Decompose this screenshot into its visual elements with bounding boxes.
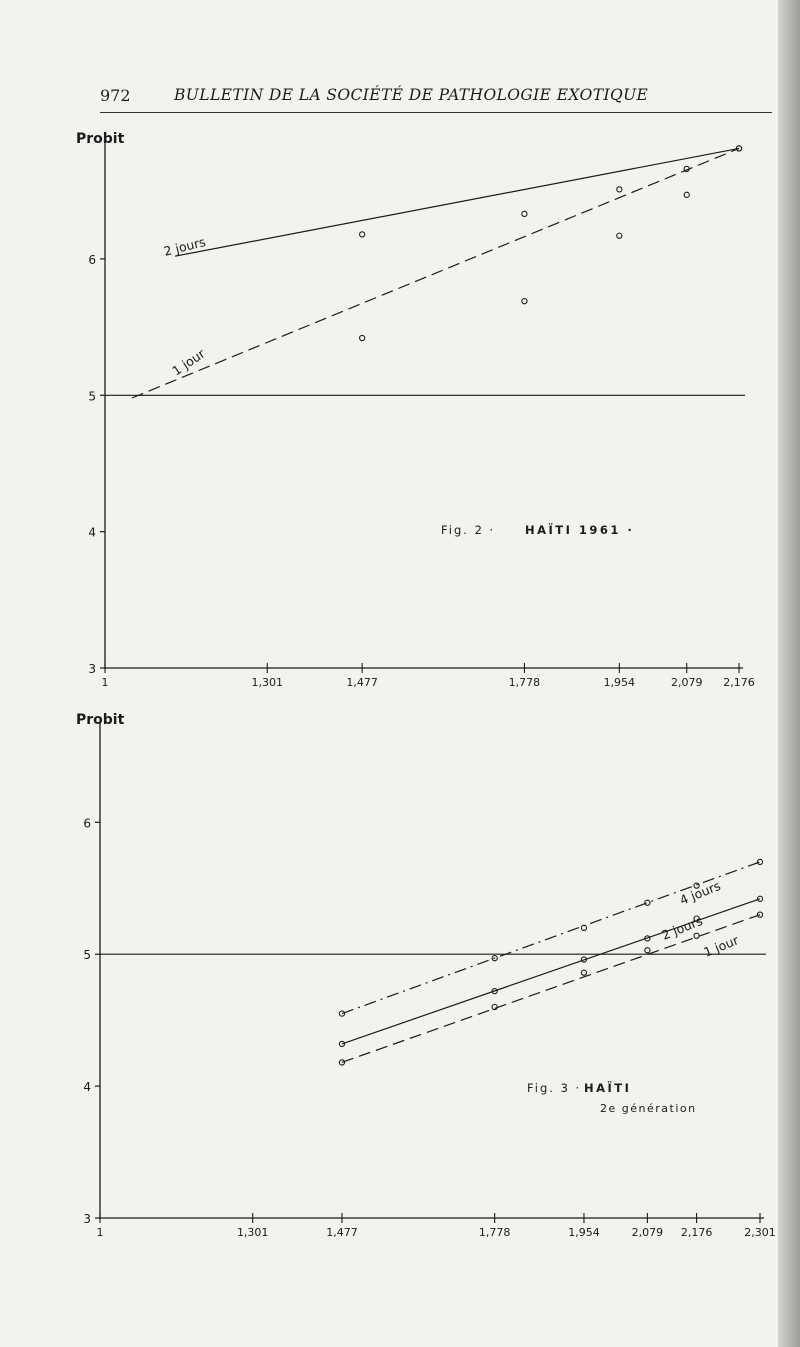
y-tick-label: 3	[83, 1212, 91, 1226]
data-point-2-jours	[617, 187, 622, 192]
y-tick-label: 4	[83, 1080, 91, 1095]
journal-title: BULLETIN DE LA SOCIÉTÉ DE PATHOLOGIE EXOTIQUE	[174, 86, 649, 104]
x-tick-label: 1,301	[251, 676, 284, 689]
y-tick-label: 3	[88, 662, 96, 676]
series-label-1-jour: 1 jour	[169, 345, 208, 379]
series-line-1-jour	[342, 912, 760, 1063]
series-label-4-jours: 4 jours	[677, 877, 723, 908]
x-tick-label: 2,176	[723, 676, 755, 689]
x-tick-label: 1,778	[478, 1226, 511, 1239]
x-tick-label: 2,176	[680, 1226, 713, 1239]
x-tick-label: 1,778	[508, 676, 541, 689]
data-point-1-jour	[617, 233, 622, 238]
data-point-1-jour	[694, 933, 699, 938]
page-number: 972	[100, 86, 131, 105]
x-tick-label: 1	[101, 676, 109, 689]
y-tick-label: 5	[88, 389, 96, 404]
y-tick-label: 5	[83, 948, 91, 963]
x-tick-label: 2,079	[670, 676, 703, 689]
figure-label: Fig. 3 ·	[527, 1081, 582, 1095]
data-point-2-jours	[522, 211, 527, 216]
series-label-2-jours: 2 jours	[162, 234, 208, 259]
y-axis-title: Probit	[76, 131, 125, 147]
x-tick-label: 1,954	[603, 676, 636, 689]
x-tick-label: 1,477	[346, 676, 378, 689]
figure-2-haiti-1961	[76, 131, 755, 689]
x-tick-label: 1,301	[236, 1226, 269, 1239]
figure-annotation: HAÏTI	[584, 1081, 632, 1095]
data-point-4-jours	[339, 1011, 344, 1016]
data-point-4-jours	[757, 859, 762, 864]
y-tick-label: 6	[88, 252, 96, 267]
figure-annotation-secondary: 2e génération	[600, 1102, 697, 1115]
data-point-2-jours	[360, 232, 365, 237]
x-tick-label: 1,477	[326, 1226, 358, 1239]
data-point-1-jour	[522, 299, 527, 304]
series-label-1-jour: 1 jour	[701, 932, 741, 960]
figure-label: Fig. 2 ·	[441, 523, 496, 537]
y-tick-label: 4	[88, 525, 96, 540]
y-tick-label: 6	[83, 816, 91, 831]
y-axis-title: Probit	[76, 712, 125, 728]
data-point-1-jour	[581, 970, 586, 975]
data-point-1-jour	[360, 335, 365, 340]
x-tick-label: 1,954	[568, 1226, 600, 1239]
data-point-1-jour	[645, 948, 650, 953]
series-label-2-jours: 2 jours	[659, 912, 705, 943]
data-point-1-jour	[492, 1004, 497, 1009]
data-point-1-jour	[684, 192, 689, 197]
series-line-2-jours	[175, 148, 739, 256]
series-line-1-jour	[132, 148, 739, 398]
figure-3-haiti-2e-generation	[76, 712, 776, 1239]
x-tick-label: 2,079	[631, 1226, 664, 1239]
x-tick-label: 2,301	[744, 1226, 776, 1239]
x-tick-label: 1	[96, 1226, 104, 1239]
figure-annotation: HAÏTI 1961 ·	[525, 523, 635, 537]
